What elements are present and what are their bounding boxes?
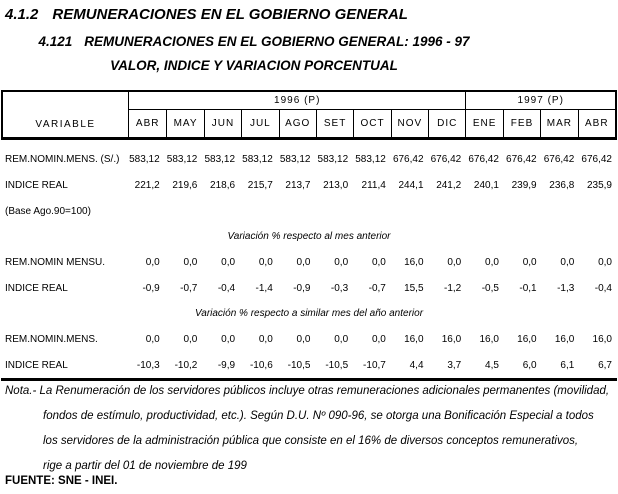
- month-header: ABR: [135, 118, 160, 129]
- month-header: SET: [316, 110, 353, 137]
- month-header: FEB: [503, 110, 540, 137]
- month-header: JUN: [204, 110, 241, 137]
- cell-value: -10,5: [325, 359, 349, 371]
- cell-value: 6,0: [522, 359, 537, 371]
- row-label: INDICE REAL: [5, 179, 68, 191]
- cell-value: 219,6: [172, 179, 198, 191]
- month-header: ABR: [578, 110, 615, 137]
- month-header: MAY: [166, 110, 203, 137]
- cell-value: 0,0: [371, 333, 386, 345]
- table-row: [1, 352, 617, 378]
- month-header: JUL: [241, 110, 278, 137]
- table-subtitle: VALOR, INDICE Y VARIACION PORCENTUAL: [110, 58, 398, 73]
- cell-value: -0,9: [293, 282, 311, 294]
- row-label: INDICE REAL: [5, 282, 68, 294]
- cell-value: 0,0: [371, 256, 386, 268]
- cell-value: 0,0: [296, 256, 311, 268]
- cell-value: 4,4: [409, 359, 424, 371]
- cell-value: -10,5: [287, 359, 311, 371]
- row-label: REM.NOMIN.MENS.: [5, 333, 98, 345]
- cell-value: 240,1: [473, 179, 499, 191]
- cell-value: -1,2: [443, 282, 462, 294]
- cell-value: 676,42: [506, 153, 537, 165]
- cell-value: 215,7: [247, 179, 273, 191]
- cell-value: 218,6: [210, 179, 236, 191]
- cell-value: 0,0: [447, 256, 462, 268]
- cell-value: 0,0: [485, 256, 499, 268]
- cell-value: 583,12: [355, 153, 386, 165]
- cell-value: 676,42: [468, 153, 499, 165]
- cell-value: -10,2: [174, 359, 198, 371]
- cell-value: -10,6: [249, 359, 273, 371]
- cell-value: 213,0: [323, 179, 349, 191]
- cell-value: 16,0: [517, 333, 537, 345]
- cell-value: 0,0: [258, 333, 273, 345]
- row-label: REM.NOMIN MENSU.: [5, 256, 105, 268]
- table-number: 4.121: [38, 34, 73, 49]
- cell-value: 239,9: [511, 179, 537, 191]
- cell-value: 236,8: [549, 179, 575, 191]
- section-number: 4.1.2: [5, 6, 39, 23]
- cell-value: 6,1: [560, 359, 575, 371]
- cell-value: 583,12: [242, 153, 273, 165]
- table-row: [1, 172, 617, 198]
- cell-value: 0,0: [221, 256, 236, 268]
- variable-header: VARIABLE: [3, 92, 129, 137]
- cell-value: 16,0: [404, 256, 424, 268]
- table-row: [1, 326, 617, 352]
- footnote: [5, 384, 609, 484]
- cell-value: -1,4: [255, 282, 273, 294]
- month-header: MAR: [540, 110, 577, 137]
- cell-value: 16,0: [479, 333, 499, 345]
- note-line: Nota.- La Renumeración de los servidores públicos incluye otras remuneraciones adicionales permanentes (movilidad,: [5, 385, 610, 397]
- cell-value: 3,7: [447, 359, 462, 371]
- cell-value: -0,5: [481, 282, 499, 294]
- note-line: los servidores de la administración pública que consiste en el 16% de diversos conceptos remunerativos,: [43, 435, 579, 447]
- cell-value: 244,1: [398, 179, 424, 191]
- cell-value: 0,0: [334, 333, 349, 345]
- cell-value: -9,9: [217, 359, 236, 371]
- section-header: Variación % respecto a similar mes del año anterior: [194, 308, 424, 319]
- year-group-1996: 1996 (P): [129, 92, 465, 110]
- month-header: AGO: [279, 110, 316, 137]
- cell-value: 241,2: [436, 179, 462, 191]
- page-title: [5, 6, 408, 23]
- cell-value: 0,0: [221, 333, 236, 345]
- cell-value: 213,7: [285, 179, 311, 191]
- cell-value: 676,42: [581, 153, 612, 165]
- source-line: FUENTE: SNE - INEI.: [5, 475, 118, 487]
- cell-value: 583,12: [129, 153, 160, 165]
- section-header: Variación % respecto al mes anterior: [227, 231, 391, 242]
- cell-value: 0,0: [560, 256, 575, 268]
- table-title: REMUNERACIONES EN EL GOBIERNO GENERAL: 1996 - 97: [84, 34, 470, 49]
- cell-value: 4,5: [485, 359, 499, 371]
- cell-value: -0,7: [368, 282, 386, 294]
- cell-value: 676,42: [392, 153, 424, 165]
- table-number-title: [0, 34, 508, 49]
- cell-value: 221,2: [134, 179, 160, 191]
- cell-value: -10,3: [136, 359, 160, 371]
- cell-value: 16,0: [441, 333, 462, 345]
- month-header: NOV: [391, 110, 428, 137]
- cell-value: 0,0: [183, 256, 198, 268]
- cell-value: 583,12: [317, 153, 349, 165]
- cell-value: 0,0: [334, 256, 349, 268]
- month-header: ENE: [465, 110, 502, 137]
- cell-value: -0,9: [142, 282, 160, 294]
- cell-value: 15,5: [404, 282, 424, 294]
- cell-value: 676,42: [543, 153, 575, 165]
- table-row: [1, 146, 617, 172]
- row-label: REM.NOMIN.MENS. (S/.): [5, 153, 120, 165]
- cell-value: 235,9: [586, 179, 612, 191]
- row-label: INDICE REAL: [5, 359, 68, 371]
- cell-value: -10,7: [363, 359, 386, 371]
- cell-value: 16,0: [592, 333, 612, 345]
- cell-value: 0,0: [598, 256, 612, 268]
- row-label: (Base Ago.90=100): [5, 205, 91, 217]
- table-body: [1, 140, 617, 381]
- month-header: DIC: [428, 110, 465, 137]
- cell-value: 676,42: [430, 153, 462, 165]
- cell-value: -0,7: [180, 282, 198, 294]
- cell-value: -0,3: [330, 282, 349, 294]
- table-row: [1, 275, 617, 301]
- table-header: [1, 90, 617, 140]
- cell-value: 0,0: [183, 333, 198, 345]
- note-line: rige a partir del 01 de noviembre de 199: [43, 460, 247, 472]
- cell-value: 16,0: [404, 333, 424, 345]
- cell-value: 583,12: [166, 153, 198, 165]
- cell-value: -1,3: [557, 282, 575, 294]
- cell-value: 0,0: [258, 256, 273, 268]
- cell-value: 0,0: [145, 256, 160, 268]
- table-row: [1, 249, 617, 275]
- cell-value: -0,1: [519, 282, 537, 294]
- cell-value: 211,4: [361, 179, 386, 191]
- cell-value: -0,4: [594, 282, 612, 294]
- cell-value: 0,0: [522, 256, 537, 268]
- month-header: OCT: [353, 110, 390, 137]
- cell-value: 0,0: [296, 333, 311, 345]
- note-line: fondos de estímulo, productividad, etc.). Según D.U. Nº 090-96, se otorga una Bonificación Especial a todos: [43, 410, 594, 422]
- table-row: [1, 198, 617, 224]
- cell-value: 583,12: [279, 153, 311, 165]
- cell-value: 583,12: [204, 153, 236, 165]
- cell-value: -0,4: [217, 282, 236, 294]
- year-group-1997: 1997 (P): [465, 92, 615, 110]
- cell-value: 0,0: [145, 333, 160, 345]
- cell-value: 16,0: [554, 333, 575, 345]
- cell-value: 6,7: [598, 359, 612, 371]
- section-title: REMUNERACIONES EN EL GOBIERNO GENERAL: [52, 6, 408, 23]
